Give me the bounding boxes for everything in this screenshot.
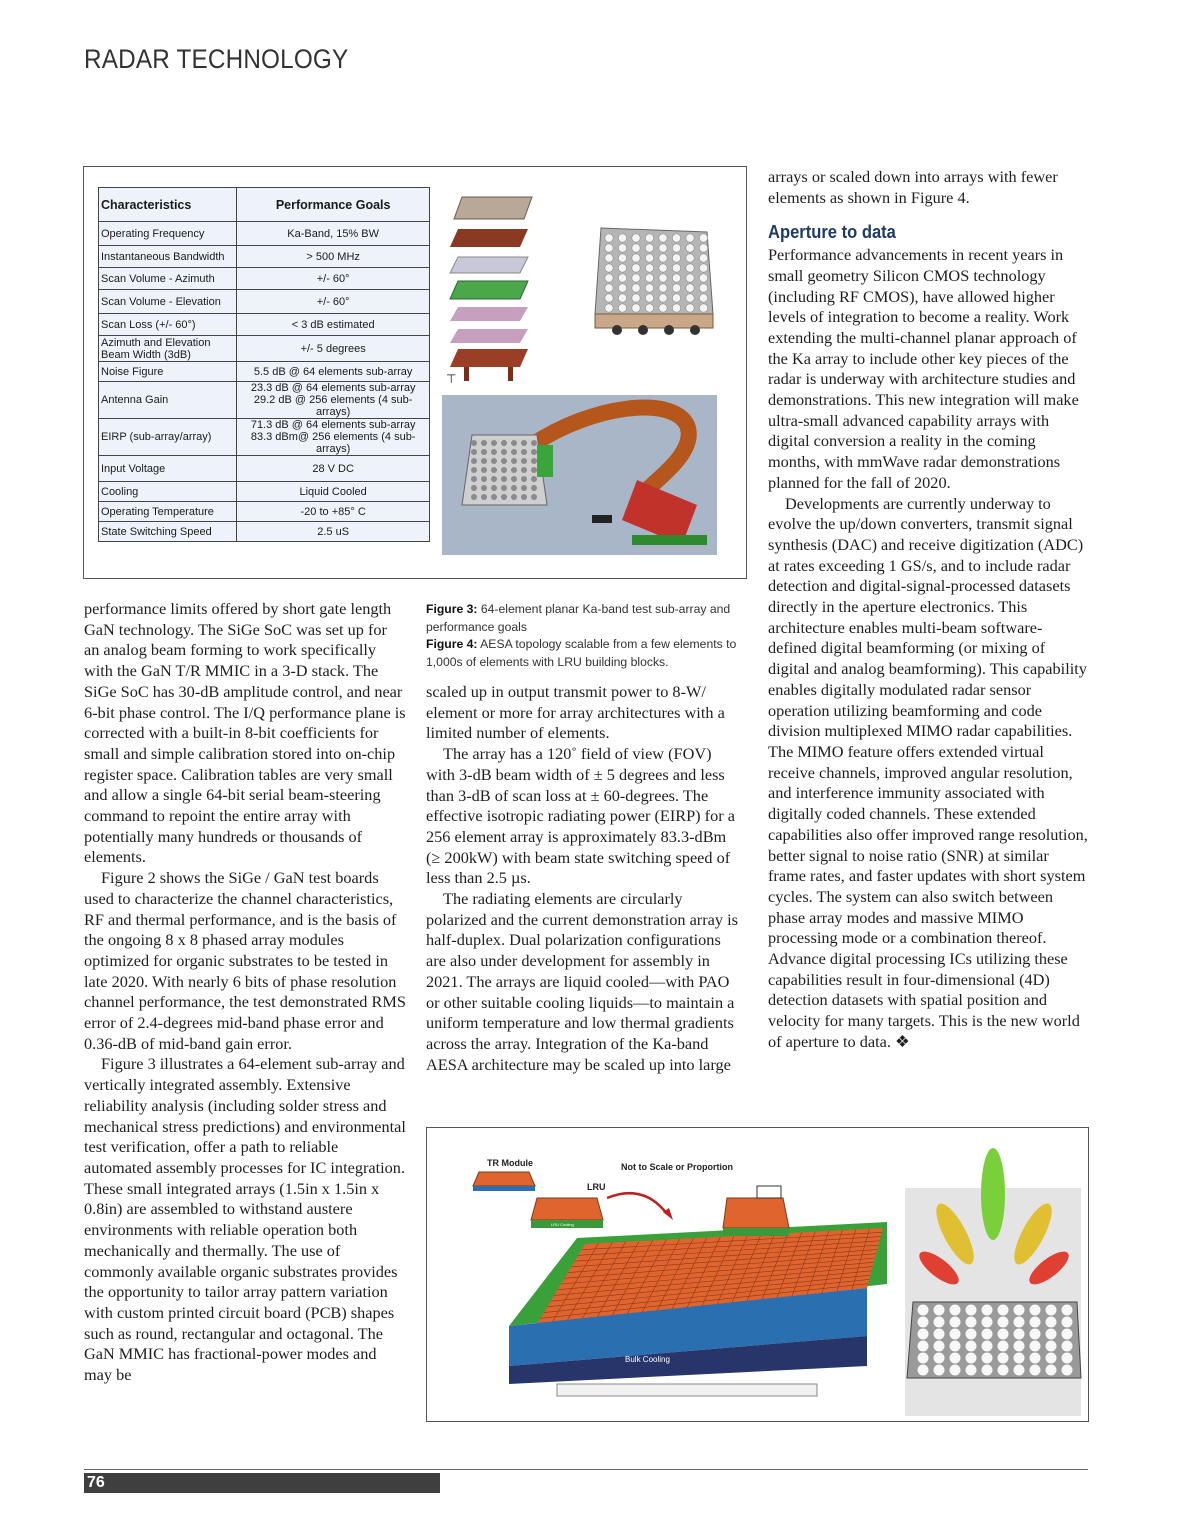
paragraph: Figure 2 shows the SiGe / GaN test boards used to characterize the channel characteristics, RF and thermal performance, and is the basis of the ongoing 8 x 8 phased array modules optimized for organic substrates to be tested in late 2020. With nearly 6 bits of phase resolution channel performance, the test demonstrated RMS error of 2.4-degrees mid-band phase error and 0.36-dB of mid-band gain error. (84, 868, 406, 1053)
table-row (99, 419, 430, 456)
paragraph: Developments are currently underway to evolve the up/down converters, transmit signal synthesis (DAC) and receive digitization (ADC) at rates exceeding 1 GS/s, and to include radar detection and digital-signal-processed datasets directly in the aperture electronics. This architecture enables multi-beam software-defined digital beamforming (or mixing of digital and analog beamforming). This capability enables digitally modulated radar sensor operation utilizing beamforming and code division multiplexed MIMO radar capabilities. The MIMO feature offers extended virtual receive channels, improved angular resolution, and interference immunity associated with digitally coded channels. These extended capabilities also offer improved range resolution, better signal to noise ratio (SNR) at similar frame rates, and faster updates with short system cycles. The system can also switch between phase array modes and massive MIMO processing mode or a combination thereof. Advance digital processing ICs utilizing these capabilities result in four-dimensional (4D) detection datasets with spatial position and velocity for many targets. This is the new world of aperture to data. ❖ (768, 493, 1088, 1051)
performance-goal-cell: Liquid Cooled (237, 482, 430, 502)
table-header-cell: Characteristics (99, 188, 237, 222)
table-row (99, 268, 430, 290)
bulk-cooling-label: Bulk Cooling (625, 1355, 670, 1364)
paragraph: Performance advancements in recent years in small geometry Silicon CMOS technology (including RF CMOS), have allowed higher levels of integration to become a reality. Work extending the multi-channel planar approach of the Ka array to include other key pieces of the radar is underway with architecture studies and demonstrations. This new integration will make ultra-small advanced capability arrays with digital conversion a reality in the coming months, with mmWave radar demonstrations planned for the fall of 2020. (768, 245, 1079, 492)
characteristic-cell: EIRP (sub-array/array) (99, 419, 237, 456)
characteristic-cell: Scan Volume - Elevation (99, 290, 237, 314)
paragraph: Figure 3 illustrates a 64-element sub-array and vertically integrated assembly. Extensive reliability analysis (including solder stress and mechanical stress predictions) and environmental test verification, offer a path to reliable automated assembly processes for IC integration. These small integrated arrays (1.5in x 1.5in x 0.8in) are assembled to withstand austere environments with reliable operation both mechanically and thermally. The use of commonly available organic substrates provides the opportunity to tailor array pattern variation with custom printed circuit board (PCB) shapes such as round, rectangular and octagonal. The GaN MMIC has fractional-power modes and may be (84, 1054, 406, 1385)
aesa-topology-diagram (427, 1128, 1088, 1421)
page-number: 76 (87, 1474, 105, 1491)
tr-module-label: TR Module (487, 1158, 533, 1168)
performance-goal-cell: 71.3 dB @ 64 elements sub-array 83.3 dBm@ 256 elements (4 sub-arrays) (237, 419, 430, 456)
scale-note: Not to Scale or Proportion (621, 1162, 734, 1172)
caption-label: Figure 4: (426, 637, 478, 651)
caption-figure-3 (426, 601, 746, 636)
table-header-cell: Performance Goals (237, 188, 430, 222)
table-row (99, 314, 430, 336)
text-column-left (84, 599, 406, 1386)
performance-goal-cell: +/- 5 degrees (237, 336, 430, 362)
characteristic-cell: Operating Temperature (99, 502, 237, 522)
figure-3 (83, 166, 747, 579)
caption-text: AESA topology scalable from a few elements to 1,000s of elements with LRU building blocks. (426, 637, 737, 669)
performance-goal-cell: < 3 dB estimated (237, 314, 430, 336)
table-row (99, 290, 430, 314)
cabled-array-render (442, 395, 717, 555)
performance-goal-cell: Ka-Band, 15% BW (237, 222, 430, 246)
characteristic-cell: Noise Figure (99, 362, 237, 382)
table-row (99, 482, 430, 502)
characteristic-cell: Azimuth and Elevation Beam Width (3dB) (99, 336, 237, 362)
performance-goal-cell: +/- 60° (237, 268, 430, 290)
lru-cooling-label: LRU Cooling (551, 1222, 574, 1227)
figure-captions (426, 601, 746, 671)
paragraph: The radiating elements are circularly polarized and the current demonstration array is half-duplex. Dual polarization configurations are also under development for assembly in 2021. The arrays are liquid cooled—with PAO or other suitable cooling liquids—to maintain a uniform temperature and low thermal gradients across the array. Integration of the Ka-band AESA architecture may be scaled up into large (426, 889, 738, 1074)
characteristic-cell: Operating Frequency (99, 222, 237, 246)
text-column-right (768, 167, 1090, 1053)
characteristic-cell: State Switching Speed (99, 522, 237, 542)
characteristic-cell: Instantaneous Bandwidth (99, 246, 237, 268)
text-column-middle (426, 682, 744, 1075)
paragraph: arrays or scaled down into arrays with fewer elements as shown in Figure 4. (768, 167, 1058, 207)
table-header-row (99, 188, 430, 222)
footer-bar (84, 1473, 440, 1531)
table-row (99, 336, 430, 362)
table-row (99, 362, 430, 382)
characteristic-cell: Antenna Gain (99, 382, 237, 419)
publication-title: AIR TRAFFIC TECHNOLOGY INTERNATIONAL 2021 (84, 1494, 381, 1531)
performance-goal-cell: -20 to +85° C (237, 502, 430, 522)
table-row (99, 222, 430, 246)
characteristic-cell: Cooling (99, 482, 237, 502)
performance-goal-cell: 2.5 uS (237, 522, 430, 542)
performance-goal-cell: +/- 60° (237, 290, 430, 314)
table-row (99, 502, 430, 522)
figure-4 (426, 1127, 1089, 1422)
footer-rule (84, 1469, 1088, 1470)
subarray-assembled-view (589, 222, 717, 342)
table-row (99, 246, 430, 268)
tiny-axis-marker: ⊤ (446, 372, 457, 386)
caption-figure-4 (426, 636, 746, 671)
caption-label: Figure 3: (426, 602, 478, 616)
characteristic-cell: Scan Volume - Azimuth (99, 268, 237, 290)
table-row (99, 456, 430, 482)
performance-goal-cell: > 500 MHz (237, 246, 430, 268)
lru-label: LRU (587, 1182, 606, 1192)
performance-goals-table (98, 187, 430, 542)
paragraph: performance limits offered by short gate length GaN technology. The SiGe SoC was set up for an analog beam forming to work specifically with the GaN T/R MMIC in a 3-D stack. The SiGe SoC has 30-dB amplitude control, and near 6-bit phase control. The I/Q performance plane is corrected with a built-in 8-bit coefficients for small and simple calibration stored into on-chip register space. Calibration tables are very small and allow a single 64-bit serial beam-steering command to repoint the entire array with potentially many hundreds or thousands of elements. (84, 599, 406, 867)
caption-text: 64-element planar Ka-band test sub-array and performance goals (426, 602, 731, 634)
paragraph: scaled up in output transmit power to 8-W/ element or more for array architectures with a limited number of elements. (426, 682, 725, 743)
table-row (99, 382, 430, 419)
subarray-exploded-view (444, 187, 549, 387)
performance-goal-cell: 5.5 dB @ 64 elements sub-array (237, 362, 430, 382)
table-row (99, 522, 430, 542)
characteristic-cell: Input Voltage (99, 456, 237, 482)
subheading: Aperture to data (768, 222, 896, 243)
section-header: RADAR TECHNOLOGY (84, 44, 349, 74)
characteristic-cell: Scan Loss (+/- 60°) (99, 314, 237, 336)
performance-goal-cell: 23.3 dB @ 64 elements sub-array 29.2 dB @ 256 elements (4 sub-arrays) (237, 382, 430, 419)
paragraph: The array has a 120˚ field of view (FOV) with 3-dB beam width of ± 5 degrees and less than 3-dB of scan loss at ± 60-degrees. The effective isotropic radiating power (EIRP) for a 256 element array is approximately 83.3-dBm (≥ 200kW) with beam state switching speed of less than 2.5 µs. (426, 744, 735, 888)
performance-goal-cell: 28 V DC (237, 456, 430, 482)
